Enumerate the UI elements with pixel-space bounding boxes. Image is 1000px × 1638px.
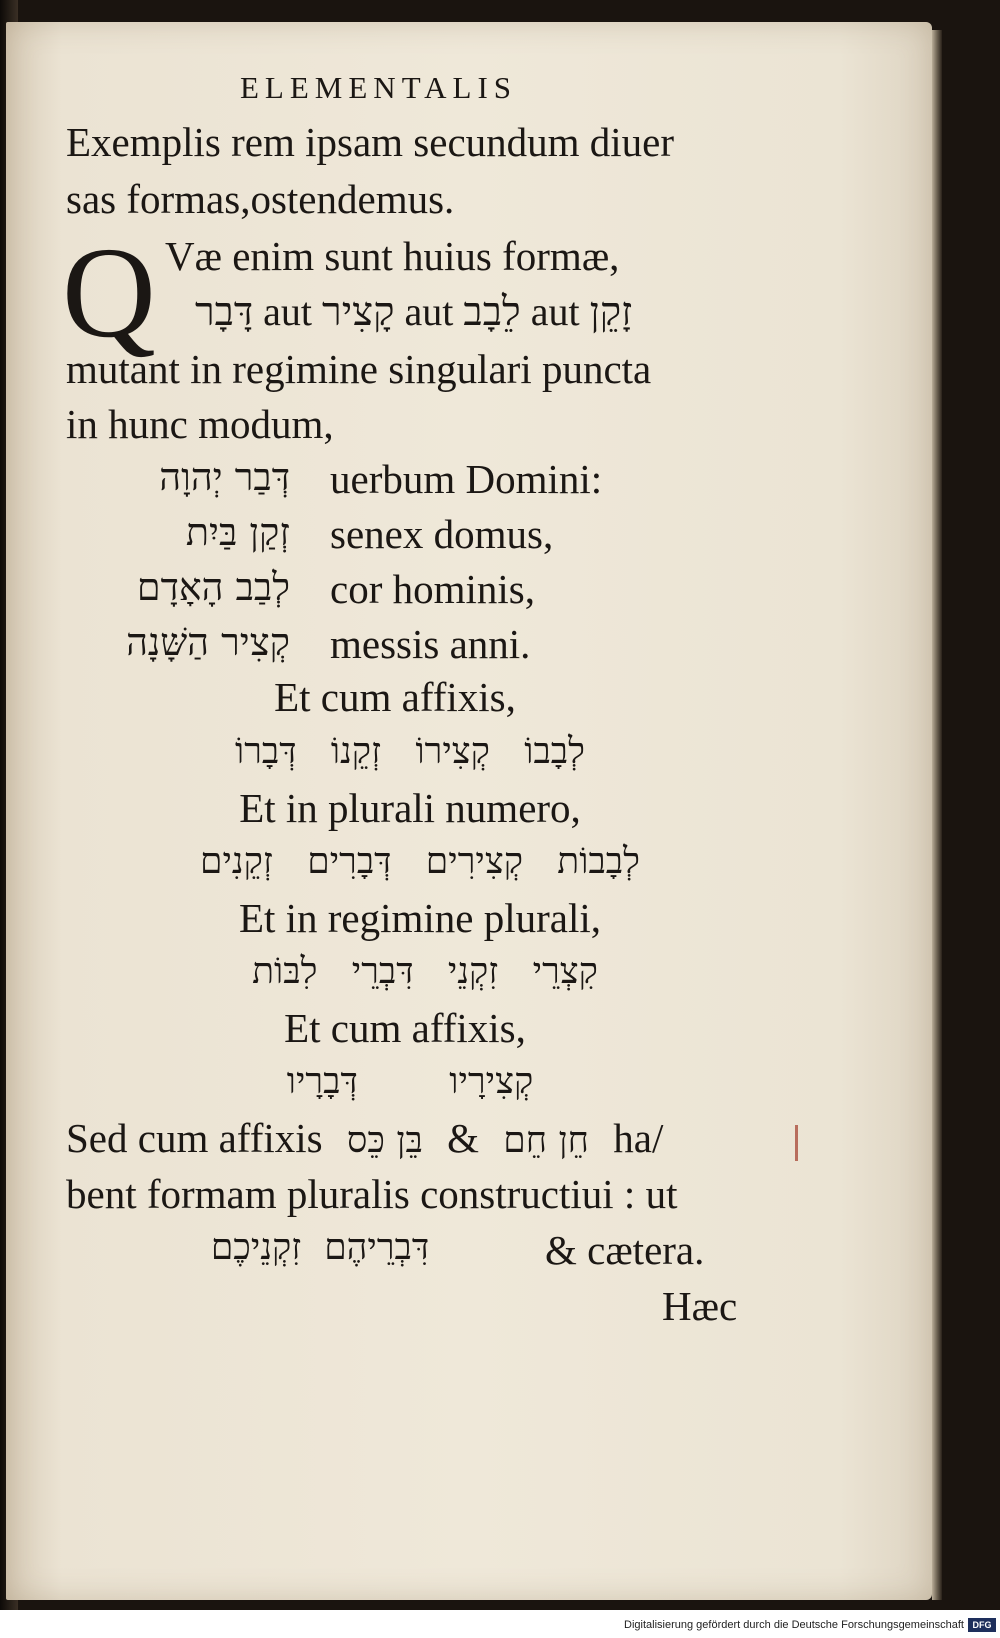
regimine-plural-hebrew: קִצְרֵי זִקְנֵי דִּבְרֵי לִבּוֹת xyxy=(252,951,598,992)
margin-mark xyxy=(795,1125,798,1161)
latin-aut-1: aut xyxy=(263,289,313,334)
affix-hebrew-1: לְבָבוֹ קְצִירוֹ זְקֵנוֹ דְּבָרוֹ xyxy=(235,731,585,772)
example-hebrew-3: לְבַב הָאָדָם xyxy=(136,565,290,609)
example-hebrew-1: דְּבַר יְהוָה xyxy=(159,455,290,499)
text-line-2: sas formas,ostendemus. xyxy=(66,176,455,222)
example-hebrew-4: קְצִיר הַשָּׁנָה xyxy=(126,620,290,664)
closing-ampersand: & xyxy=(447,1115,480,1161)
text-line-3: Væ enim sunt huius formæ, xyxy=(165,233,620,279)
closing-hebrew-examples: דִּבְרֵיהֶם זִקְנֵיכֶם xyxy=(210,1227,430,1268)
example-latin-2: senex domus, xyxy=(330,511,554,557)
closing-latin-b: ha/ xyxy=(613,1115,664,1161)
text-line-4 xyxy=(195,288,632,335)
hebrew-word-zaqen: זָקֵן xyxy=(589,289,633,335)
closing-line-1 xyxy=(66,1114,663,1162)
running-head: ELEMENTALIS xyxy=(240,70,518,105)
hebrew-word-lebab: לֵבָב xyxy=(463,289,521,335)
regimine-plural-heading: Et in regimine plurali, xyxy=(238,895,602,941)
text-line-1: Exemplis rem ipsam secundum diuer xyxy=(66,119,675,165)
affix-hebrew-2: קְצִירָיו דְּבָרָיו xyxy=(286,1061,534,1102)
affix-heading-2: Et cum affixis, xyxy=(284,1005,526,1051)
catchword: Hæc xyxy=(662,1283,738,1329)
plural-heading: Et in plurali numero, xyxy=(239,785,581,831)
example-latin-3: cor hominis, xyxy=(330,566,535,612)
drop-cap: Q xyxy=(62,221,156,365)
text-line-5: mutant in regimine singulari puncta xyxy=(66,346,652,392)
affix-heading-1: Et cum affixis, xyxy=(274,674,516,720)
closing-etcetera: & cætera. xyxy=(545,1227,705,1273)
closing-hebrew-a: חֵן חֵם xyxy=(503,1120,589,1161)
latin-aut-3: aut xyxy=(530,289,580,334)
closing-hebrew-b: בֵּן כֵּס xyxy=(346,1120,423,1161)
page-edge xyxy=(932,30,942,1600)
closing-latin-a: Sed cum affixis xyxy=(66,1115,323,1161)
digitization-footer xyxy=(0,1610,1000,1638)
text-line-6: in hunc modum, xyxy=(66,401,334,447)
example-latin-4: messis anni. xyxy=(330,621,531,667)
hebrew-word-dabar: דָּבָר xyxy=(195,289,254,335)
closing-line-2: bent formam pluralis constructiui : ut xyxy=(66,1171,678,1217)
example-latin-1: uerbum Domini: xyxy=(330,456,603,502)
dfg-logo: DFG xyxy=(968,1618,996,1632)
footer-credit: Digitalisierung gefördert durch die Deutsche Forschungsgemeinschaft xyxy=(624,1619,964,1631)
example-hebrew-2: זְקַן בַּיִת xyxy=(185,510,290,554)
plural-hebrew: לְבָבוֹת קְצִירִים דְּבָרִים זְקֵנִים xyxy=(199,841,640,882)
hebrew-word-qatsir: קָצִיר xyxy=(322,289,395,335)
latin-aut-2: aut xyxy=(404,289,454,334)
